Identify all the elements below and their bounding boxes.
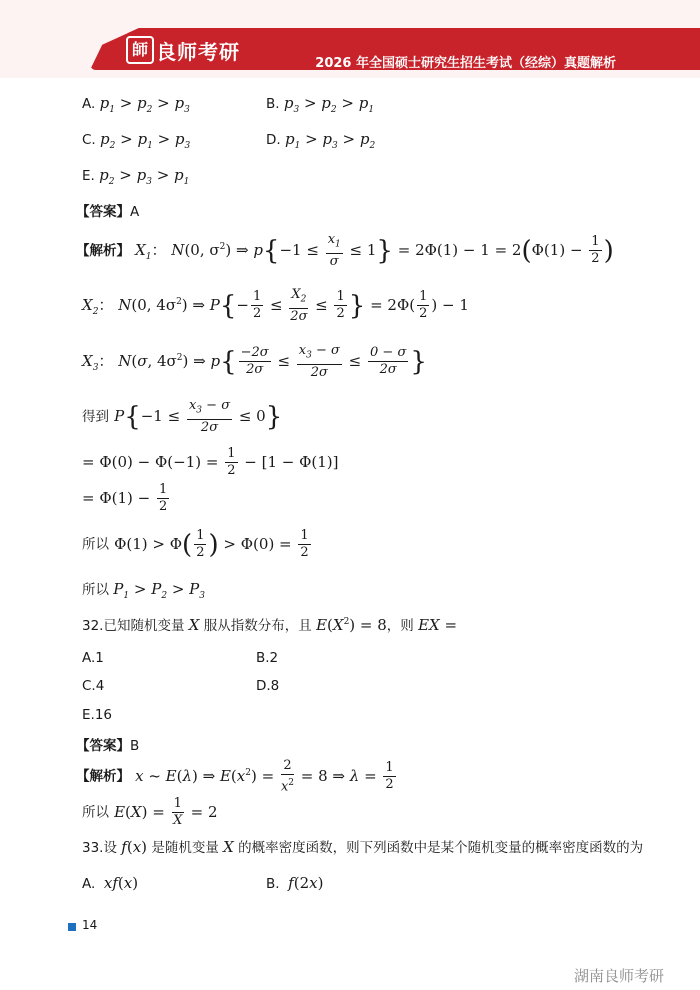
question-33: 33.设 f(x) 是随机变量 X 的概率密度函数，则下列函数中是某个随机变量的概率密度函数的为: [82, 838, 644, 856]
page-marker-icon: [68, 923, 76, 931]
logo-text: 良师考研: [156, 40, 240, 64]
option-32-d: D.8: [256, 678, 280, 694]
option-32-a: A.1: [82, 650, 104, 666]
header-title: 2026 年全国硕士研究生招生考试（经综）真题解析: [315, 56, 616, 71]
answer-31: 【答案】A: [76, 204, 140, 220]
analysis-32-so: 所以 E(X) = $\frac{1}{X}$ = 2: [82, 796, 218, 828]
option-c: C. $p_2 > p_1 > p_3$: [82, 130, 191, 151]
option-e: E. $p_2 > p_3 > p_1$: [82, 166, 190, 187]
watermark: 湖南良师考研: [574, 967, 665, 985]
analysis-x1: 【解析】 $X_1$： N(0, $\sigma^2$) ⇒ p{−1 ≤ $\frac{x_1}{\sigma}$ ≤ 1} = 2Φ(1) − 1 = 2(Φ(1) − $\frac{1}{2}$ ): [76, 232, 614, 269]
analysis-step2: = Φ(1) − $\frac{1}{2}$: [82, 482, 168, 514]
analysis-so2: 所以 $P_1 > P_2 > P_3$: [82, 580, 205, 601]
option-d: D. $p_1 > p_3 > p_2$: [266, 130, 376, 151]
option-33-b: B. f(2x): [266, 874, 324, 892]
page-number: 14: [82, 918, 98, 932]
analysis-x3: $X_3$： N(σ, $4\sigma^2$) ⇒ p{ $\frac{-2\sigma}{2\sigma}$ ≤ $\frac{x_3 - \sigma}{2\sigma}$ ≤ $\frac{0 - \sigma}{2\sigma}$ }: [82, 343, 427, 380]
analysis-got: 得到 P{−1 ≤ $\frac{x_3 - \sigma}{2\sigma}$ ≤ 0}: [82, 398, 283, 435]
analysis-step1: = Φ(0) − Φ(−1) = $\frac{1}{2}$ − [1 − Φ(1)]: [82, 446, 339, 478]
option-33-a: A. xf(x): [82, 874, 139, 892]
analysis-x2: $X_2$： N(0, $4\sigma^2$) ⇒ P{− $\frac{1}{2}$ ≤ $\frac{X_2}{2\sigma}$ ≤ $\frac{1}{2}$ } = 2Φ( $\frac{1}{2}$ ) − 1: [82, 287, 469, 324]
logo-icon: 師: [126, 36, 154, 64]
answer-32: 【答案】B: [76, 738, 140, 754]
option-32-e: E.16: [82, 707, 112, 723]
analysis-so1: 所以 Φ(1) > Φ( $\frac{1}{2}$ ) > Φ(0) = $\frac{1}{2}$: [82, 528, 309, 560]
option-32-c: C.4: [82, 678, 105, 694]
question-32: 32.已知随机变量 X 服从指数分布，且 $E(X^2) = 8$，则 EX =: [82, 616, 458, 634]
option-32-b: B.2: [256, 650, 279, 666]
analysis-32: 【解析】 x ~ E(λ) ⇒ $E(x^2)$ = $\frac{2}{x^2}$ = 8 ⇒ λ = $\frac{1}{2}$: [76, 758, 394, 795]
option-b: B. $p_3 > p_2 > p_1$: [266, 94, 375, 115]
option-a: A. $p_1 > p_2 > p_3$: [82, 94, 190, 115]
